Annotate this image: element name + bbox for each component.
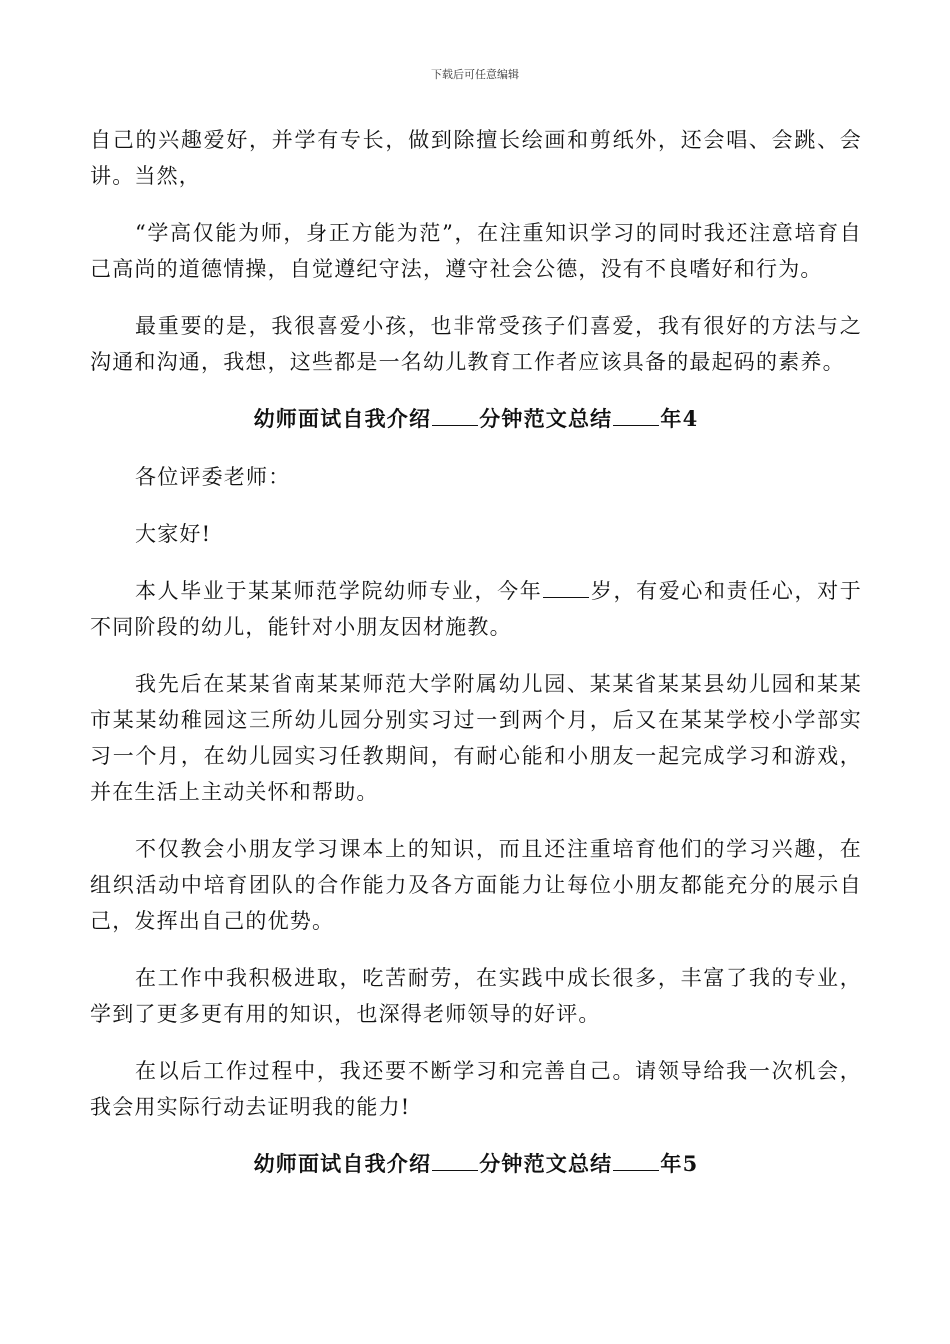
section-title-5-part3: 年5 [660,1151,699,1176]
paragraph-education [90,573,862,645]
blank-underline [432,405,478,426]
paragraph-morality: “学高仅能为师，身正方能为范”，在注重知识学习的同时我还注意培育自己高尚的道德情操，自觉遵纪守法，遵守社会公德，没有不良嗜好和行为。 [90,221,862,281]
paragraph-love-children: 最重要的是，我很喜爱小孩，也非常受孩子们喜爱，我有很好的方法与之沟通和沟通，我想，这些都是一名幼儿教育工作者应该具备的最起码的素养。 [90,314,862,374]
blank-underline [432,1150,478,1171]
paragraph-internship: 我先后在某某省南某某师范大学附属幼儿园、某某省某某县幼儿园和某某市某某幼稚园这三所幼儿园分别实习过一到两个月，后又在某某学校小学部实习一个月，在幼儿园实习任教期间，有耐心能和小朋友一起完成学习和游戏，并在生活上主动关怀和帮助。 [90,672,862,804]
paragraph-greeting: 大家好! [135,522,212,546]
paragraph-continued: 自己的兴趣爱好，并学有专长，做到除擅长绘画和剪纸外，还会唱、会跳、会讲。当然， [90,128,862,188]
blank-underline [613,405,659,426]
paragraph-teaching: 不仅教会小朋友学习课本上的知识，而且还注重培育他们的学习兴趣，在组织活动中培育团队的合作能力及各方面能力让每位小朋友都能充分的展示自己，发挥出自己的优势。 [90,837,862,933]
document-body [90,122,862,1204]
section-title-5-part1: 幼师面试自我介绍 [253,1151,432,1176]
section-title-4-part1: 幼师面试自我介绍 [253,406,432,431]
paragraph-education-part1: 本人毕业于某某师范学院幼师专业，今年 [135,579,543,603]
section-title-4-part3: 年4 [660,406,699,431]
section-title-4 [90,401,862,437]
paragraph-education-part2: 岁，有爱心和责任心，对于不同阶段的幼儿，能针对小朋友因材施教。 [90,579,862,639]
blank-underline [613,1150,659,1171]
paragraph-closing: 在以后工作过程中，我还要不断学习和完善自己。请领导给我一次机会，我会用实际行动去证明我的能力! [90,1059,862,1119]
paragraph-salutation: 各位评委老师： [135,465,291,489]
page-header: 下载后可任意编辑 [431,68,519,81]
blank-underline [543,577,589,598]
section-title-5-part2: 分钟范文总结 [479,1151,613,1176]
paragraph-work-attitude: 在工作中我积极进取，吃苦耐劳，在实践中成长很多，丰富了我的专业，学到了更多更有用的知识，也深得老师领导的好评。 [90,966,862,1026]
section-title-5 [90,1146,862,1182]
section-title-4-part2: 分钟范文总结 [479,406,613,431]
